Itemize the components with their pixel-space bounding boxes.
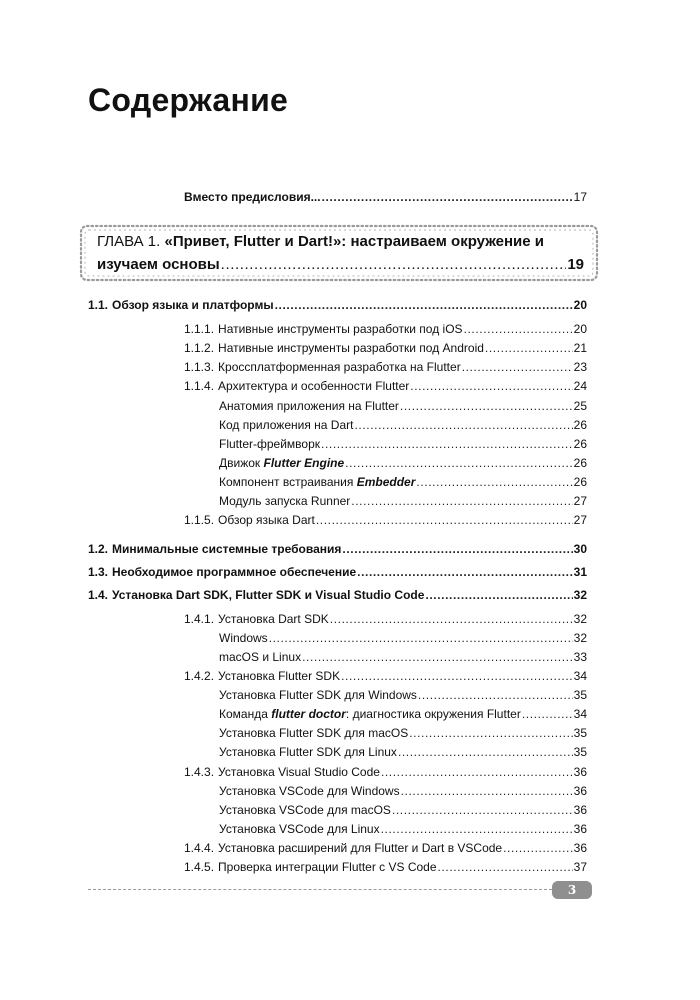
toc-entry-label: Установка Visual Studio Code <box>218 765 380 779</box>
toc-entry-page: 33 <box>573 650 587 664</box>
toc-entry-number: 1.4.4. <box>184 841 215 855</box>
leader-dots <box>342 542 572 556</box>
toc-entry-number: 1.1.1. <box>184 322 215 336</box>
leader-dots <box>269 631 573 645</box>
toc-entry-page: 27 <box>573 494 587 508</box>
leader-dots <box>462 360 573 374</box>
page-number-badge: 3 <box>552 881 592 899</box>
toc-entry-label: Анатомия приложения на Flutter <box>219 399 399 413</box>
toc-entry-page: 36 <box>573 765 587 779</box>
toc-entry-page: 34 <box>573 669 587 683</box>
toc-entry-number: 1.1. <box>88 298 109 312</box>
toc-entry-1-4-2[interactable] <box>184 669 587 683</box>
toc-entry-1-1[interactable] <box>88 298 587 312</box>
toc-entry-label: Установка Flutter SDK <box>218 669 341 683</box>
toc-entry-label: Обзор языка и платформы <box>112 298 274 312</box>
toc-entry-1-4-1[interactable] <box>184 612 587 626</box>
toc-entry-page: 26 <box>573 456 587 470</box>
toc-entry-page: 25 <box>573 399 587 413</box>
toc-entry-page: 34 <box>573 707 587 721</box>
toc-entry-label: Flutter-фреймворк <box>219 437 321 451</box>
toc-subentry[interactable] <box>219 475 587 489</box>
toc-entry-page: 31 <box>573 565 587 579</box>
toc-entry-label: Архитектура и особенности Flutter <box>218 379 410 393</box>
toc-entry-label: Минимальные системные требования <box>112 542 342 556</box>
leader-dots <box>221 256 567 274</box>
toc-entry-1-4-4[interactable] <box>184 841 587 855</box>
toc-entry-number: 1.4.3. <box>184 765 215 779</box>
toc-entry-label: Обзор языка Dart <box>218 513 315 527</box>
leader-dots <box>522 707 573 721</box>
toc-entry-label: macOS и Linux <box>219 650 302 664</box>
toc-entry-label-tail: : диагностика окружения Flutter <box>345 707 521 721</box>
toc-entry-1-4-5[interactable] <box>184 860 587 874</box>
leader-dots <box>464 322 573 336</box>
toc-subentry[interactable] <box>219 631 587 645</box>
leader-dots <box>398 745 573 759</box>
toc-entry-page: 32 <box>573 588 587 602</box>
toc-entry-label: Нативные инструменты разработки под iOS <box>218 322 463 336</box>
toc-entry-1-3[interactable] <box>88 565 587 579</box>
toc-subentry[interactable] <box>219 803 587 817</box>
toc-preface-page: 17 <box>573 190 587 204</box>
toc-entry-page: 36 <box>573 841 587 855</box>
toc-entry-number: 1.1.2. <box>184 341 215 355</box>
leader-dots <box>354 418 572 432</box>
toc-entry-page: 35 <box>573 745 587 759</box>
toc-preface[interactable] <box>184 190 587 204</box>
toc-entry-label: Установка Dart SDK <box>218 612 329 626</box>
toc-entry-number: 1.4.2. <box>184 669 215 683</box>
toc-entry-label: Компонент встраивания <box>219 475 357 489</box>
toc-entry-page: 21 <box>573 341 587 355</box>
page-title: Содержание <box>88 82 289 118</box>
toc-entry-number: 1.1.3. <box>184 360 215 374</box>
toc-entry-page: 32 <box>573 612 587 626</box>
toc-subentry[interactable] <box>219 650 587 664</box>
toc-entry-label: Модуль запуска Runner <box>219 494 351 508</box>
leader-dots <box>321 437 573 451</box>
toc-entry-label: Кроссплатформенная разработка на Flutter <box>218 360 461 374</box>
toc-subentry[interactable] <box>219 456 587 470</box>
leader-dots <box>409 726 572 740</box>
toc-subentry[interactable] <box>219 399 587 413</box>
toc-entry-label-em: Embedder <box>356 475 416 489</box>
toc-entry-number: 1.4. <box>88 588 109 602</box>
chapter-title-line1[interactable] <box>97 233 544 251</box>
toc-entry-1-2[interactable] <box>88 542 587 556</box>
toc-subentry[interactable] <box>219 745 587 759</box>
toc-entry-1-1-3[interactable] <box>184 360 587 374</box>
toc-entry-number: 1.4.1. <box>184 612 215 626</box>
toc-entry-page: 30 <box>573 542 587 556</box>
leader-dots <box>322 190 573 204</box>
leader-dots <box>357 565 573 579</box>
toc-entry-label: Необходимое программное обеспечение <box>112 565 357 579</box>
footer-dashed-rule <box>88 889 552 890</box>
toc-entry-label-em: Flutter Engine <box>263 456 345 470</box>
toc-entry-page: 26 <box>573 475 587 489</box>
leader-dots <box>400 399 573 413</box>
chapter-title-cont: изучаем основы <box>97 256 220 273</box>
leader-dots <box>275 298 573 312</box>
toc-entry-page: 20 <box>573 322 587 336</box>
chapter-title-line2[interactable] <box>97 256 584 274</box>
toc-entry-label: Установка Flutter SDK для macOS <box>219 726 409 740</box>
toc-entry-1-1-2[interactable] <box>184 341 587 355</box>
toc-entry-1-4-3[interactable] <box>184 765 587 779</box>
toc-entry-label: Команда <box>219 707 272 721</box>
toc-subentry[interactable] <box>219 726 587 740</box>
toc-entry-page: 26 <box>573 437 587 451</box>
toc-entry-number: 1.2. <box>88 542 109 556</box>
toc-entry-label: Движок <box>219 456 264 470</box>
toc-entry-label: Установка расширений для Flutter и Dart в VSCode <box>218 841 503 855</box>
leader-dots <box>425 588 572 602</box>
toc-entry-label: Установка Flutter SDK для Linux <box>219 745 397 759</box>
toc-entry-page: 20 <box>573 298 587 312</box>
toc-entry-label: Установка Dart SDK, Flutter SDK и Visual Studio Code <box>112 588 425 602</box>
leader-dots <box>418 688 573 702</box>
leader-dots <box>438 860 573 874</box>
leader-dots <box>316 513 573 527</box>
leader-dots <box>341 669 573 683</box>
toc-entry-1-1-4[interactable] <box>184 379 587 393</box>
toc-entry-number: 1.4.5. <box>184 860 215 874</box>
leader-dots <box>345 456 572 470</box>
toc-entry-label: Windows <box>219 631 268 645</box>
leader-dots <box>503 841 573 855</box>
chapter-page: 19 <box>567 256 584 273</box>
toc-entry-label: Проверка интеграции Flutter с VS Code <box>218 860 437 874</box>
toc-entry-page: 26 <box>573 418 587 432</box>
toc-subentry[interactable] <box>219 822 587 836</box>
toc-subentry[interactable] <box>219 784 587 798</box>
toc-preface-label: Вместо предисловия... <box>184 190 321 204</box>
leader-dots <box>401 784 573 798</box>
toc-entry-1-1-1[interactable] <box>184 322 587 336</box>
toc-entry-page: 36 <box>573 822 587 836</box>
toc-entry-page: 35 <box>573 726 587 740</box>
leader-dots <box>392 803 573 817</box>
toc-entry-label: Установка VSCode для Windows <box>219 784 400 798</box>
toc-entry-page: 24 <box>573 379 587 393</box>
toc-entry-page: 23 <box>573 360 587 374</box>
leader-dots <box>381 765 573 779</box>
toc-entry-label: Нативные инструменты разработки под Android <box>218 341 484 355</box>
chapter-prefix: ГЛАВА 1. <box>97 233 161 250</box>
leader-dots <box>485 341 573 355</box>
leader-dots <box>416 475 572 489</box>
leader-dots <box>351 494 572 508</box>
toc-entry-page: 37 <box>573 860 587 874</box>
toc-entry-page: 36 <box>573 784 587 798</box>
leader-dots <box>381 822 573 836</box>
leader-dots <box>330 612 573 626</box>
toc-entry-1-4[interactable] <box>88 588 587 602</box>
toc-entry-label: Установка VSCode для Linux <box>219 822 380 836</box>
toc-entry-label-em: flutter doctor <box>271 707 346 721</box>
toc-entry-1-1-5[interactable] <box>184 513 587 527</box>
toc-entry-number: 1.1.5. <box>184 513 215 527</box>
toc-entry-page: 35 <box>573 688 587 702</box>
toc-entry-number: 1.3. <box>88 565 109 579</box>
toc-subentry[interactable] <box>219 437 587 451</box>
toc-entry-number: 1.1.4. <box>184 379 215 393</box>
toc-entry-page: 27 <box>573 513 587 527</box>
toc-entry-label: Код приложения на Dart <box>219 418 354 432</box>
leader-dots <box>302 650 573 664</box>
toc-entry-label: Установка Flutter SDK для Windows <box>219 688 417 702</box>
toc-subentry[interactable] <box>219 494 587 508</box>
toc-subentry[interactable] <box>219 688 587 702</box>
toc-subentry[interactable] <box>219 418 587 432</box>
leader-dots <box>410 379 572 393</box>
toc-entry-page: 36 <box>573 803 587 817</box>
toc-entry-page: 32 <box>573 631 587 645</box>
toc-subentry[interactable] <box>219 707 587 721</box>
toc-entry-label: Установка VSCode для macOS <box>219 803 391 817</box>
chapter-title: «Привет, Flutter и Dart!»: настраиваем окружение и <box>164 233 544 250</box>
